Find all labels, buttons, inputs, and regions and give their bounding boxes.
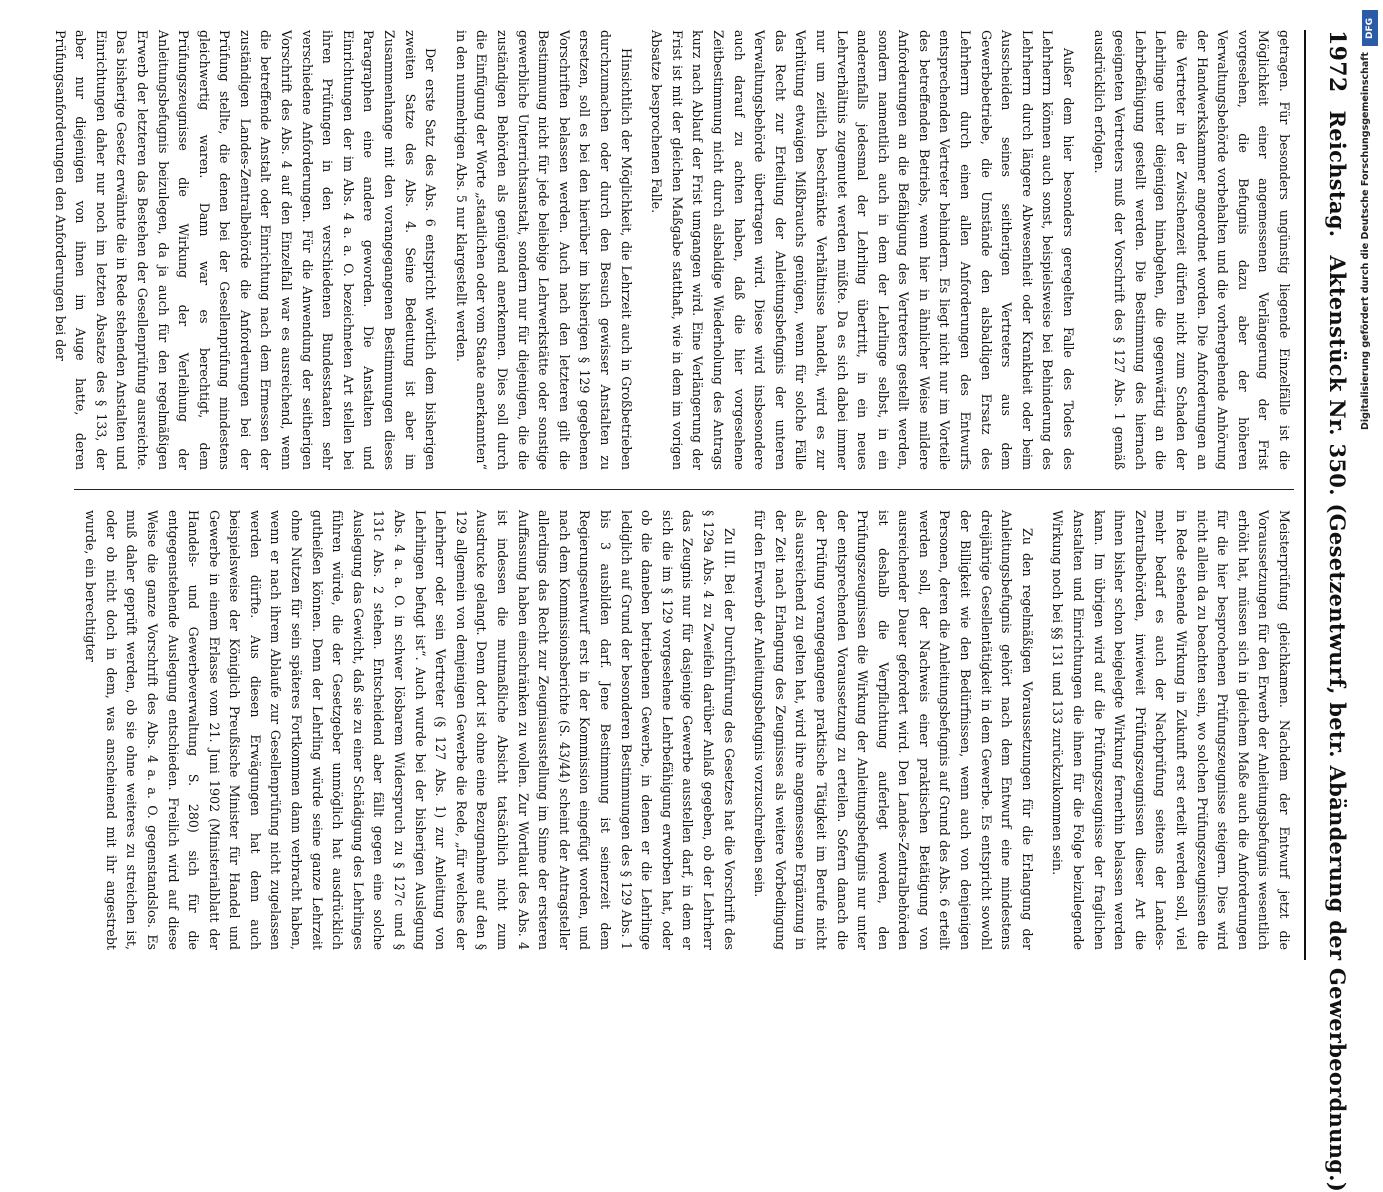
paragraph: getragen. Für besonders ungünstig liegende Einzelfälle ist die Möglichkeit einer angemessenen Verlängerung der Frist vorgesehen, die Befugnis dazu aber der höheren Verwaltungsbehörde vorbehalten und die vorhergehende Anhörung der Handwerkskammer angeordnet worden. Die Anforderungen an die Vertreter in der Zwischenzeit dürfen nicht zum Schaden der Lehrlinge unter diejenigen hinabgehen, die gegenwärtig an die Lehrbefähigung gestellt werden. Die Bestimmung des hiernach geeigneten Vertreters muß der Vorschrift des § 127 Abs. 1 gemäß ausdrücklich erfolgen. [1091,30,1292,470]
paragraph: Zu den regelmäßigen Voraussetzungen für die Erlangung der Anleitungsbefugnis gehört nach dem Entwurf eine mindestens dreijährige Gesellentätigkeit in dem Gewerbe. Es entspricht sowohl der Billigkeit wie den Bedürfnissen, wenn auch von denjenigen Personen, deren die Anleitungsbefugnis auf Grund des Abs. 6 erteilt werden soll, der Nachweis einer praktischen Betätigung von ausreichender Dauer gefordert wird. Den Landes-Zentralbehörden ist deshalb die Verpflichtung auferlegt worden, den Prüfungszeugnissen die Wirkung der Anleitungsbefugnis nur unter der entsprechenden Voraussetzung zu erteilen. Sofern danach die der Prüfung vorangegangene praktische Tätigkeit im Berufe nicht als ausreichend zu gelten hat, wird ihre angemessene Ergänzung in der Zeit nach Erlangung des Zeugnisses als weitere Vorbedingung für den Erwerb der Anleitungsbefugnis vorzuschreiben sein. [752,510,1035,950]
document-page [52,30,1350,1192]
column-divider [74,489,1294,490]
right-column [74,510,1294,950]
header-rule [1304,30,1306,960]
paragraph: Der erste Satz des Abs. 6 entspricht wörtlich dem bisherigen zweiten Satze des Abs. 4. Seine Bedeutung ist aber im Zusammenhange mit den vorangegangenen Bestimmungen dieses Paragraphen eine andere geworden. Die Anstalten und Einrichtungen der im Abs. 4 a. a. O. bezeichneten Art stellen bei ihren Prüfungen in den verschiedenen Bundesstaaten sehr verschiedene Anforderungen. Für die Anwendung der seitherigen Vorschrift des Abs. 4 auf den Einzelfall war es ausreichend, wenn die betreffende Anstalt oder Einrichtung nach dem Ermessen der zuständigen Landes-Zentralbehörde die Anforderungen bei der Prüfung stellte, die denen bei der Gesellenprüfung mindestens gleichwertig waren. Dann war es berechtigt, dem Prüfungszeugnisse die Wirkung der Verleihung der Anleitungsbefugnis beizulegen, da ja auch für den regelmäßigen Erwerb der letzteren das Bestehen der Gesellenprüfung ausreichte. Das bisherige Gesetz erwähnte die in Rede stehenden Anstalten und Einrichtungen daher nur noch im letzten Absatze des § 133, der aber nur diejenigen von ihnen im Auge hatte, deren Prüfungsanforderungen den Anforderungen bei der [52,30,439,470]
page-header [1310,30,1350,1192]
page-title: Aktenstück Nr. 350. (Gesetzentwurf, betr. Abänderung der Gewerbeordnung.) [1325,255,1350,1192]
dfg-logo: DFG [1362,10,1378,46]
paragraph: Hinsichtlich der Möglichkeit, die Lehrzeit auch in Großbetrieben durchzumachen oder durch den Besuch gewisser Anstalten zu ersetzen, soll es bei den hierüber im bisherigen § 129 gegebenen Vorschriften belassen werden. Auch nach den letzteren gilt die Bestimmung nicht für jede beliebige Lehrwerkstätte oder sonstige gewerbliche Unterrichtsanstalt, sondern nur für diejenigen, die die zuständigen Behörden als genügend anerkennen. Dies soll durch die Einfügung der Worte „staatlichen oder vom Staate anerkannten“ in den nunmehrigen Abs. 5 nur klargestellt werden. [453,30,634,470]
paragraph: Zu III. Bei der Durchführung des Gesetzes hat die Vorschrift des § 129a Abs. 4 zu Zweifeln darüber Anlaß gegeben, ob der Lehrherr das Zeugnis nur für dasjenige Gewerbe ausstellen darf, in dem er sich die im § 129 vorgesehene Lehrbefähigung erworben hat, oder ob die daneben betriebenen Gewerbe, in denen er die Lehrlinge lediglich auf Grund der besonderen Bestimmungen des § 129 Abs. 1 bis 3 ausbilden darf. Jene Bestimmung ist seinerzeit dem Regierungsentwurf erst in der Kommission eingefügt worden, und nach dem Kommissionsberichte (S. 43/44) scheint der Antragsteller allerdings das Recht zur Zeugnisausstellung im Sinne der ersteren Auffassung haben einschränken zu wollen. Zur Wortlaut des Abs. 4 ist indessen die mutmaßliche Absicht tatsächlich nicht zum Ausdrucke gelangt. Denn dort ist ohne eine Bezugnahme auf den § 129 allgemein von demjenigen Gewerbe die Rede, „für welches der Lehrherr oder sein Vertreter (§ 127 Abs. 1) zur Anleitung von Lehrlingen befugt ist“. Auch wurde bei der bisherigen Auslegung Abs. 4 a. a. O. in schwer lösbarem Widerspruch zu § 127c und § 131c Abs. 2 stehen. Entscheidend aber fällt gegen eine solche Auslegung das Gewicht, daß sie zu einer Schädigung des Lehrlinges führen würde, die der Gesetzgeber unmöglich hat ausdrücklich gutheißen können. Denn der Lehrling würde seine ganze Lehrzeit ohne Nutzen für sein späteres Fortkommen dann verbracht haben, wenn er nach ihrem Ablaufe zur Gesellenprüfung nicht zugelassen werden dürfte. Aus diesen Erwägungen hat denn auch beispielsweise der Königlich Preußische Minister für Handel und Gewerbe in einem Erlasse vom 21. Juni 1902 (Ministerialblatt der Handels- und Gewerbeverwaltung S. 280) sich für die entgegenstehende Auslegung entschieden. Freilich wird auf diese Weise die ganze Vorschrift des Abs. 4 a. a. O. gegenstandslos. Es muß daher geprüft werden, ob sie ohne weiteres zu streichen ist, oder ob nicht doch in dem, was anscheinend mit ihr angestrebt wurde, ein berechtigter [83,510,737,950]
page-number: 1972 [1324,30,1350,93]
left-column [52,30,1294,470]
paragraph: Meisterprüfung gleichkamen. Nachdem der Entwurf jetzt die Voraussetzungen für den Erwerb der Anleitungsbefugnis wesentlich erhöht hat, müssen sich in gleichem Maße auch die Anforderungen für die hier besprochenen Prüfungszeugnisse steigern. Dies wird nicht allein da zu beachten sein, wo solchen Prüfungszeugnissen die in Rede stehende Wirkung in Zukunft erst erteilt werden soll, viel mehr bedarf es auch der Nachprüfung seitens der Landes-Zentralbehörden, inwieweit Prüfungszeugnissen dieser Art die ihnen bisher schon beigelegte Wirkung fernerhin belassen werden kann. Im übrigen wird auf die Prüfungszeugnisse der fraglichen Anstalten und Einrichtungen die ihnen für die Folge beizulegende Wirkung noch bei §§ 131 und 133 zurückzukommen sein. [1050,510,1292,950]
header-left-label: Reichstag. [1325,110,1350,238]
digitization-note: Digitalisierung gefördert durch die Deutsche Forschungsgemeinschaft [1360,52,1371,430]
paragraph: Außer dem hier besonders geregelten Falle des Todes des Lehrherrn können auch sonst, beispielsweise bei Behinderung des Lehrherrn durch längere Abwesenheit oder Krankheit oder beim Ausscheiden seines seitherigen Vertreters aus dem Gewerbebetriebe, die Umstände den alsbaldigen Ersatz des Lehrherrn durch einen allen Anforderungen des Entwurfs entsprechenden Vertreter behindern. Es liegt nicht nur im Vorteile des betreffenden Betriebs, wenn hier in ähnlicher Weise mildere Anforderungen an die Befähigung des Vertreters gestellt werden, sondern namentlich auch in dem der Lehrlinge selbst, in ein anderenfalls jedesmal der Lehrling übertritt, in ein neues Lehrverhältnis zugemutet werden müßte. Da es sich dabei immer nur um zeitlich beschränkte Verhältnisse handelt, wird es zur Verhütung etwaigen Mißbrauchs genügen, wenn für solche Fälle das Recht zur Erteilung der Anleitungsbefugnis der unteren Verwaltungsbehörde übertragen wird. Diese wird insbesondere auch darauf zu achten haben, daß die hier vorgesehene Zeitbestimmung nicht durch alsbaldige Wiederholung des Antrags kurz nach Ablauf der Frist umgangen wird. Eine Verlängerung der Frist ist mit der gleichen Maßgabe statthaft, wie in dem im vorigen Absatze besprochenen Falle. [649,30,1077,470]
